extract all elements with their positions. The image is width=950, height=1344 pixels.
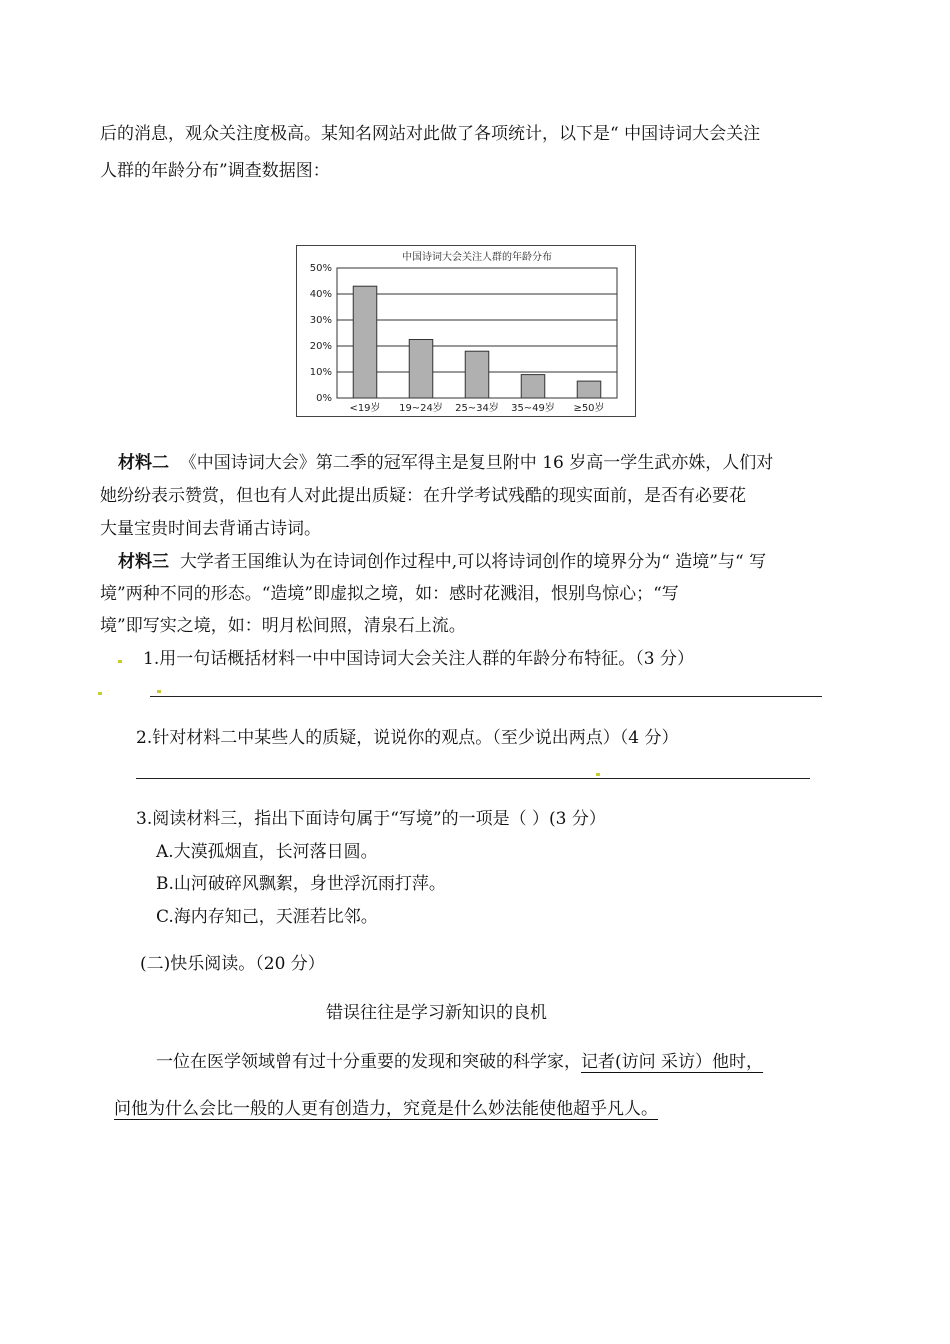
material-two-line-1 <box>118 452 773 474</box>
bar <box>577 381 601 398</box>
stray-mark <box>596 773 600 776</box>
article-text-plain: 一位在医学领域曾有过十分重要的发现和突破的科学家， <box>156 1052 581 1072</box>
x-tick-label: 19~24岁 <box>399 403 443 414</box>
option-b: B.山河破碎风飘絮，身世浮沉雨打萍。 <box>156 874 446 894</box>
intro-line-1: 后的消息，观众关注度极高。某知名网站对此做了各项统计，以下是“ 中国诗词大会关注 <box>100 124 761 144</box>
answer-line-1[interactable] <box>150 696 822 697</box>
chart-title: 中国诗词大会关注人群的年龄分布 <box>402 252 552 263</box>
question-1: 1.用一句话概括材料一中中国诗词大会关注人群的年龄分布特征。（3 分） <box>143 649 694 669</box>
material-two-line-3: 大量宝贵时间去背诵古诗词。 <box>100 519 321 539</box>
material-two-label: 材料二 <box>118 453 169 473</box>
material-three-label: 材料三 <box>118 552 169 572</box>
x-tick-label: 25~34岁 <box>455 403 499 414</box>
stray-mark <box>157 690 161 693</box>
material-three-line-1 <box>118 551 766 573</box>
article-text-underlined-1: 记者(访问 采访）他时， <box>581 1052 764 1072</box>
y-tick-label: 0% <box>316 393 332 404</box>
material-three-line-3: 境”即写实之境，如：明月松间照，清泉石上流。 <box>100 616 466 636</box>
bar <box>409 340 433 399</box>
stray-mark <box>98 692 102 695</box>
material-three-text-1: 大学者王国维认为在诗词创作过程中,可以将诗词创作的境界分为“ 造境”与“ 写 <box>179 552 767 572</box>
question-2: 2.针对材料二中某些人的质疑，说说你的观点。（至少说出两点）（4 分） <box>136 728 679 748</box>
bar <box>521 375 545 398</box>
x-tick-label: 35~49岁 <box>511 403 555 414</box>
intro-line-2: 人群的年龄分布”调查数据图： <box>100 161 330 181</box>
chart-svg <box>297 246 635 416</box>
x-tick-label: ≥50岁 <box>573 403 605 414</box>
y-tick-label: 50% <box>309 263 332 274</box>
article-title: 错误往往是学习新知识的良机 <box>326 1003 547 1023</box>
y-tick-label: 40% <box>309 289 332 300</box>
answer-line-2[interactable] <box>136 778 810 779</box>
section-two-heading: (二)快乐阅读。（20 分） <box>140 954 325 974</box>
y-tick-label: 10% <box>309 367 332 378</box>
age-distribution-chart <box>296 245 636 417</box>
bar <box>465 351 489 398</box>
article-paragraph-line-2: 问他为什么会比一般的人更有创造力，究竟是什么妙法能使他超乎凡人。 <box>114 1099 658 1119</box>
y-tick-label: 30% <box>309 315 332 326</box>
option-a: A.大漠孤烟直，长河落日圆。 <box>156 842 378 862</box>
article-paragraph-line-1 <box>156 1051 763 1073</box>
material-two-text-1: 《中国诗词大会》第二季的冠军得主是复旦附中 16 岁高一学生武亦姝，人们对 <box>179 453 774 473</box>
question-3: 3.阅读材料三，指出下面诗句属于“写境”的一项是（ ）(3 分） <box>136 809 606 829</box>
x-tick-label: <19岁 <box>349 403 381 414</box>
y-tick-label: 20% <box>309 341 332 352</box>
material-three-line-2: 境”两种不同的形态。“造境”即虚拟之境，如：感时花溅泪，恨别鸟惊心；“写 <box>100 584 679 604</box>
bar <box>353 286 377 398</box>
material-two-line-2: 她纷纷表示赞赏，但也有人对此提出质疑：在升学考试残酷的现实面前，是否有必要花 <box>100 486 746 506</box>
option-c: C.海内存知己，天涯若比邻。 <box>156 907 378 927</box>
stray-mark <box>118 660 122 663</box>
